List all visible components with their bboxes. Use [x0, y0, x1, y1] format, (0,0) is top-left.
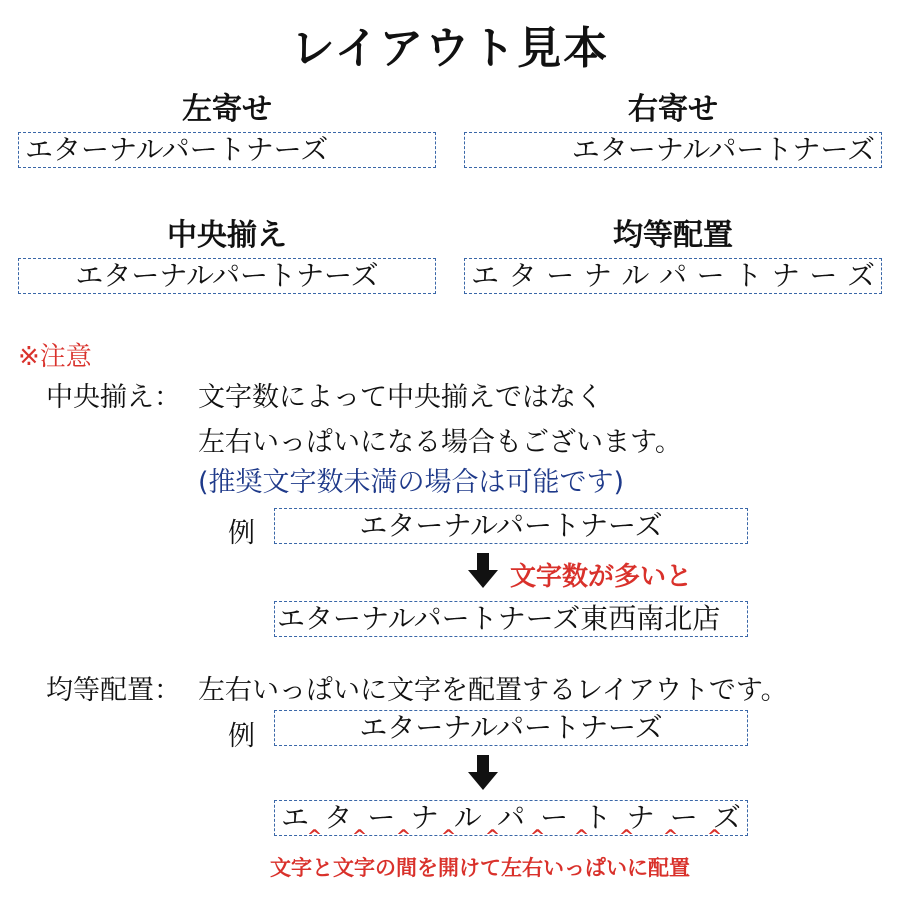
center-align-label: 中央揃え	[167, 218, 287, 253]
distributed-char: ナ	[583, 259, 612, 292]
spacing-caret-icon: ^	[574, 826, 590, 847]
spacing-caret-icon: ^	[663, 826, 679, 847]
center-note-term: 中央揃え：	[46, 382, 181, 413]
distributed-char: エ	[281, 801, 310, 834]
spacing-caret-icon: ^	[485, 826, 501, 847]
distributed-char: ル	[453, 801, 482, 834]
distributed-char: ナ	[626, 801, 655, 834]
down-arrow-icon	[468, 553, 498, 589]
left-align-label: 左寄せ	[182, 92, 272, 127]
distributed-char: ー	[546, 259, 575, 292]
right-align-box: エターナルパートナーズ	[464, 132, 882, 168]
distributed-caption: 文字と文字の間を開けて左右いっぱいに配置	[270, 856, 690, 880]
left-align-box: エターナルパートナーズ	[18, 132, 436, 168]
distributed-note-line1: 左右いっぱいに文字を配置するレイアウトです。	[198, 675, 788, 706]
distributed-char: ー	[669, 801, 698, 834]
distributed-example-box: エターナルパートナーズ	[274, 710, 748, 746]
spacing-caret-icon: ^	[619, 826, 635, 847]
center-note-line1: 文字数によって中央揃えではなく	[198, 382, 603, 413]
down-arrow-icon	[468, 755, 498, 791]
distributed-char: ー	[367, 801, 396, 834]
distributed-char: ト	[734, 259, 763, 292]
distributed-char: ー	[696, 259, 725, 292]
right-align-label: 右寄せ	[628, 92, 718, 127]
center-note-line2: 左右いっぱいになる場合もございます。	[198, 427, 682, 458]
center-arrow-caption: 文字数が多いと	[510, 562, 693, 592]
spacing-caret-icon: ^	[530, 826, 546, 847]
center-align-box: エターナルパートナーズ	[18, 258, 436, 294]
distributed-char: ル	[621, 259, 650, 292]
center-note-line3: (推奨文字数未満の場合は可能です)	[198, 467, 625, 498]
spacing-caret-icon: ^	[707, 826, 723, 847]
distributed-char: ナ	[410, 801, 439, 834]
distributed-char: パ	[658, 259, 687, 292]
distributed-char: ズ	[712, 801, 741, 834]
page-title: レイアウト見本	[290, 23, 610, 74]
center-example-label: 例	[228, 518, 255, 549]
distributed-char: ズ	[846, 259, 875, 292]
distributed-char: ー	[809, 259, 838, 292]
distributed-char: タ	[508, 259, 537, 292]
spacing-caret-icon: ^	[307, 826, 323, 847]
center-example-box: エターナルパートナーズ	[274, 508, 748, 544]
distributed-box	[464, 258, 882, 294]
distributed-example-label: 例	[228, 721, 255, 752]
center-long-example-box: エターナルパートナーズ東西南北店	[274, 601, 748, 637]
spacing-caret-icon: ^	[352, 826, 368, 847]
distributed-char: パ	[496, 801, 525, 834]
distributed-label: 均等配置	[613, 218, 733, 253]
distributed-char: エ	[471, 259, 500, 292]
distributed-char: ト	[583, 801, 612, 834]
distributed-char: タ	[324, 801, 353, 834]
distributed-char: ナ	[771, 259, 800, 292]
note-heading: ※注意	[18, 342, 92, 372]
spacing-caret-icon: ^	[396, 826, 412, 847]
distributed-note-term: 均等配置：	[46, 675, 181, 706]
spacing-caret-icon: ^	[441, 826, 457, 847]
distributed-char: ー	[540, 801, 569, 834]
